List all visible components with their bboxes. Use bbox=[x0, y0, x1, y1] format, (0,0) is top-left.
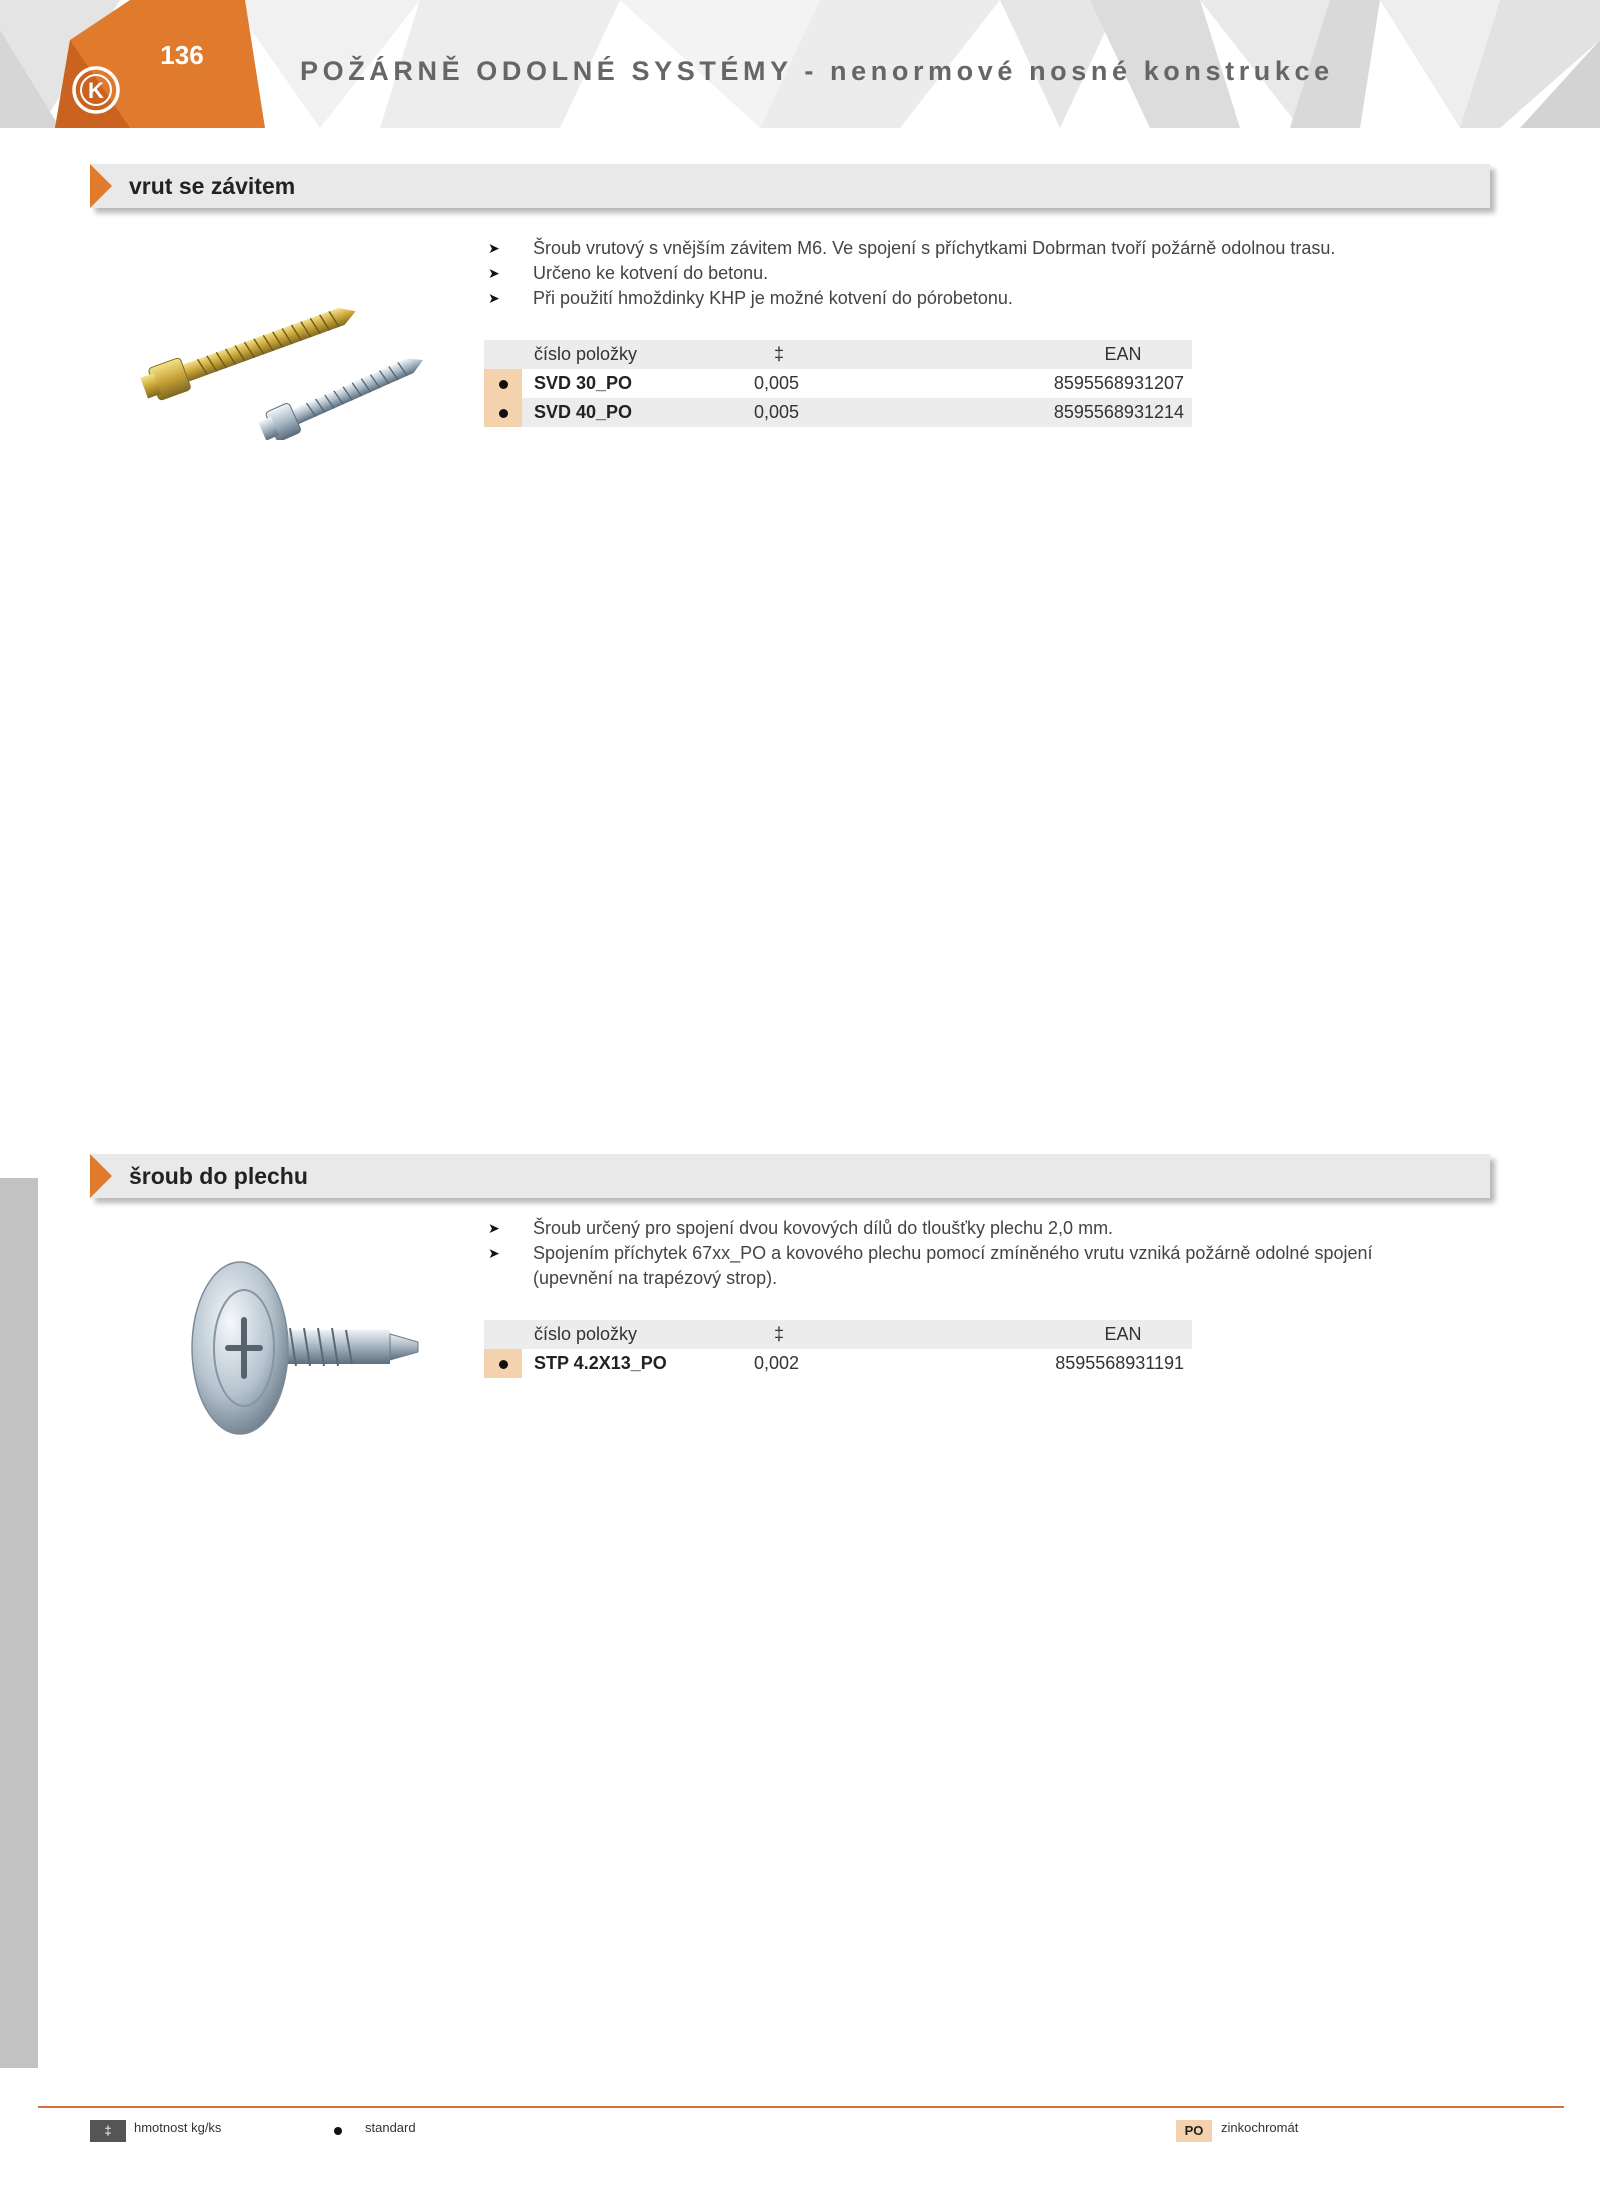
legend-po-badge: PO bbox=[1176, 2120, 1212, 2142]
standard-dot-icon bbox=[499, 409, 508, 418]
section-arrow-icon bbox=[90, 164, 112, 208]
item-ean: 8595568931191 bbox=[1055, 1353, 1184, 1373]
page-number: 136 bbox=[160, 40, 204, 70]
list-item: ➤ Šroub vrutový s vnějším závitem M6. Ve spojení s příchytkami Dobrman tvoří požárně odolnou trasu. bbox=[488, 238, 1336, 258]
logo-letter: K bbox=[88, 78, 104, 103]
column-header-code: číslo položky bbox=[534, 1324, 638, 1344]
item-code: STP 4.2X13_PO bbox=[534, 1353, 667, 1373]
list-item: ➤ Spojením příchytek 67xx_PO a kovového plechu pomocí zmíněného vrutu vzniká požárně odolné spojení (upevnění na trapézový strop). bbox=[488, 1243, 1373, 1288]
table-header-row bbox=[484, 1320, 1192, 1349]
side-tab-bar bbox=[0, 1178, 38, 2068]
section-title: šroub do plechu bbox=[129, 1163, 308, 1189]
list-item: ➤ Šroub určený pro spojení dvou kovových dílů do tloušťky plechu 2,0 mm. bbox=[488, 1218, 1114, 1238]
legend-weight-icon: ‡ bbox=[90, 2120, 126, 2142]
column-header-weight: ‡ bbox=[774, 1324, 785, 1344]
column-header-ean: EAN bbox=[1104, 1324, 1142, 1344]
item-weight: 0,005 bbox=[754, 373, 800, 393]
footer-divider bbox=[38, 2106, 1564, 2108]
section-header-sroub bbox=[90, 1154, 1490, 1198]
item-ean: 8595568931214 bbox=[1053, 402, 1184, 422]
standard-dot-icon bbox=[499, 380, 508, 389]
item-weight: 0,005 bbox=[754, 402, 800, 422]
column-header-code: číslo položky bbox=[534, 344, 638, 364]
table-row bbox=[484, 1349, 1192, 1378]
list-item: ➤ Při použití hmoždinky KHP je možné kotvení do pórobetonu. bbox=[488, 288, 1013, 308]
list-item: ➤ Určeno ke kotvení do betonu. bbox=[488, 263, 769, 283]
product-table-vrut bbox=[484, 340, 1192, 427]
standard-dot-icon bbox=[499, 1360, 508, 1369]
table-header-row bbox=[484, 340, 1192, 369]
column-header-ean: EAN bbox=[1104, 344, 1142, 364]
section-header-vrut bbox=[90, 164, 1490, 208]
legend-standard-label: standard bbox=[365, 2120, 416, 2135]
section-title: vrut se závitem bbox=[129, 173, 296, 199]
item-weight: 0,002 bbox=[754, 1353, 800, 1373]
item-ean: 8595568931207 bbox=[1053, 373, 1184, 393]
section-arrow-icon bbox=[90, 1154, 112, 1198]
column-header-weight: ‡ bbox=[774, 344, 785, 364]
item-code: SVD 40_PO bbox=[534, 402, 633, 422]
product-image-vrut-se-zavitem bbox=[138, 290, 438, 440]
table-row bbox=[484, 369, 1192, 398]
legend-standard-dot-icon bbox=[334, 2127, 342, 2135]
legend-weight-label: hmotnost kg/ks bbox=[134, 2120, 222, 2135]
page-title: POŽÁRNĚ ODOLNÉ SYSTÉMY - nenormové nosné konstrukce bbox=[300, 56, 1334, 86]
feature-list-vrut bbox=[488, 236, 1428, 311]
feature-list-sroub bbox=[488, 1216, 1428, 1291]
item-code: SVD 30_PO bbox=[534, 373, 633, 393]
legend-po-label: zinkochromát bbox=[1221, 2120, 1299, 2135]
product-table-sroub bbox=[484, 1320, 1192, 1378]
table-row bbox=[484, 398, 1192, 427]
product-image-sroub-do-plechu bbox=[190, 1258, 430, 1448]
company-logo-icon bbox=[70, 64, 122, 116]
